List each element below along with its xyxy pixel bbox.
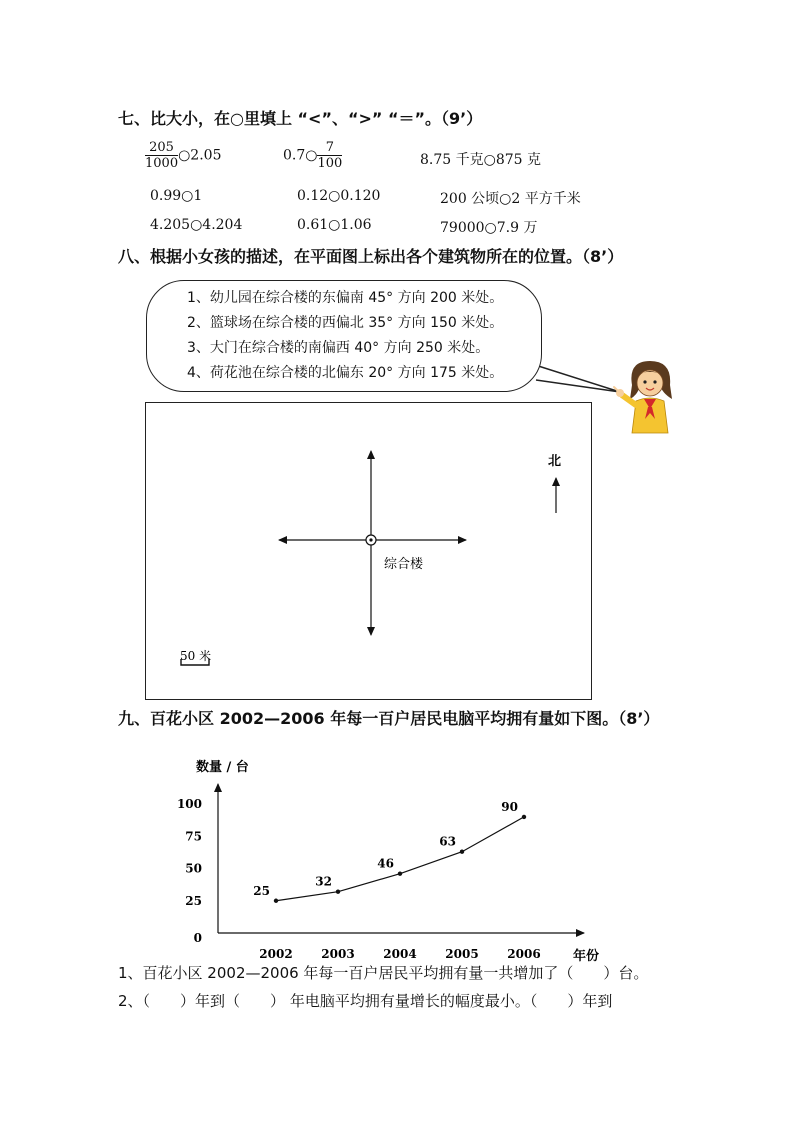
girl-illustration (612, 355, 684, 435)
series-line (276, 817, 524, 901)
data-label: 90 (501, 799, 518, 814)
data-point (398, 871, 402, 875)
data-point (336, 890, 340, 894)
section8-heading: 八、根据小女孩的描述，在平面图上标出各个建筑物所在的位置。（8’） (118, 247, 624, 266)
fraction-numerator: 205 (145, 140, 178, 156)
bubble-line-3: 3、大门在综合楼的南偏西 40° 方向 250 米处。 (187, 340, 490, 356)
fraction-numerator: 7 (317, 140, 342, 156)
data-label: 25 (253, 883, 270, 898)
data-point (460, 850, 464, 854)
compare-item-2-2: 0.12○0.120 (297, 188, 381, 204)
data-label: 46 (377, 856, 394, 871)
section9-heading: 九、百花小区 2002—2006 年每一百户居民电脑平均拥有量如下图。（8’） (118, 709, 660, 728)
x-tick-label: 2002 (259, 947, 293, 961)
y-tick-label: 75 (185, 829, 202, 844)
compare-item-1-2 (283, 140, 342, 171)
y-tick-label: 25 (185, 893, 202, 908)
center-building-label: 综合楼 (384, 557, 424, 572)
fraction-205-1000 (145, 140, 178, 171)
north-label: 北 (548, 454, 562, 469)
bubble-line-2: 2、篮球场在综合楼的西偏北 35° 方向 150 米处。 (187, 315, 504, 331)
scale-label: 50 米 (180, 649, 212, 663)
compare-item-3-3: 79000○7.9 万 (440, 220, 538, 236)
compare-item-2-1: 0.99○1 (150, 188, 203, 204)
question-2: 2、（ ）年到（ ） 年电脑平均拥有量增长的幅度最小。（ ）年到 (118, 992, 613, 1010)
y-tick-label: 50 (185, 861, 202, 876)
speech-bubble (146, 280, 542, 392)
data-label: 63 (439, 834, 456, 849)
data-label: 32 (315, 874, 332, 889)
x-tick-label: 2004 (383, 947, 417, 961)
compare-item-3-1: 4.205○4.204 (150, 217, 243, 233)
fraction-denominator: 100 (317, 156, 343, 171)
y-tick-label: 100 (176, 797, 202, 811)
x-axis-label: 年份 (573, 949, 600, 964)
compare-prefix: 0.7○ (283, 147, 318, 164)
compare-suffix: ○2.05 (178, 147, 222, 164)
fraction-7-100 (317, 140, 342, 171)
line-chart (170, 750, 610, 965)
x-tick-label: 2006 (507, 947, 541, 961)
data-point (522, 815, 526, 819)
section7-heading: 七、比大小，在○里填上 “<”、“>” “＝”。（9’） (118, 109, 483, 128)
data-point (274, 899, 278, 903)
question-1: 1、百花小区 2002—2006 年每一百户居民平均拥有量一共增加了（ ）台。 (118, 964, 649, 982)
compare-item-3-2: 0.61○1.06 (297, 217, 372, 233)
fraction-denominator: 1000 (145, 156, 179, 171)
y-axis-label: 数量 / 台 (196, 760, 249, 775)
bubble-line-4: 4、荷花池在综合楼的北偏东 20° 方向 175 米处。 (187, 365, 504, 381)
x-tick-label: 2003 (321, 947, 355, 961)
y-tick-label: 0 (193, 931, 202, 945)
map-canvas (146, 403, 591, 699)
bubble-line-1: 1、幼儿园在综合楼的东偏南 45° 方向 200 米处。 (187, 290, 504, 306)
center-dot (369, 538, 372, 541)
plan-map (145, 402, 592, 700)
compare-item-1-1 (145, 140, 221, 171)
compare-item-2-3: 200 公顷○2 平方千米 (440, 191, 581, 207)
x-tick-label: 2005 (445, 947, 479, 961)
compare-item-1-3: 8.75 千克○875 克 (420, 152, 542, 168)
